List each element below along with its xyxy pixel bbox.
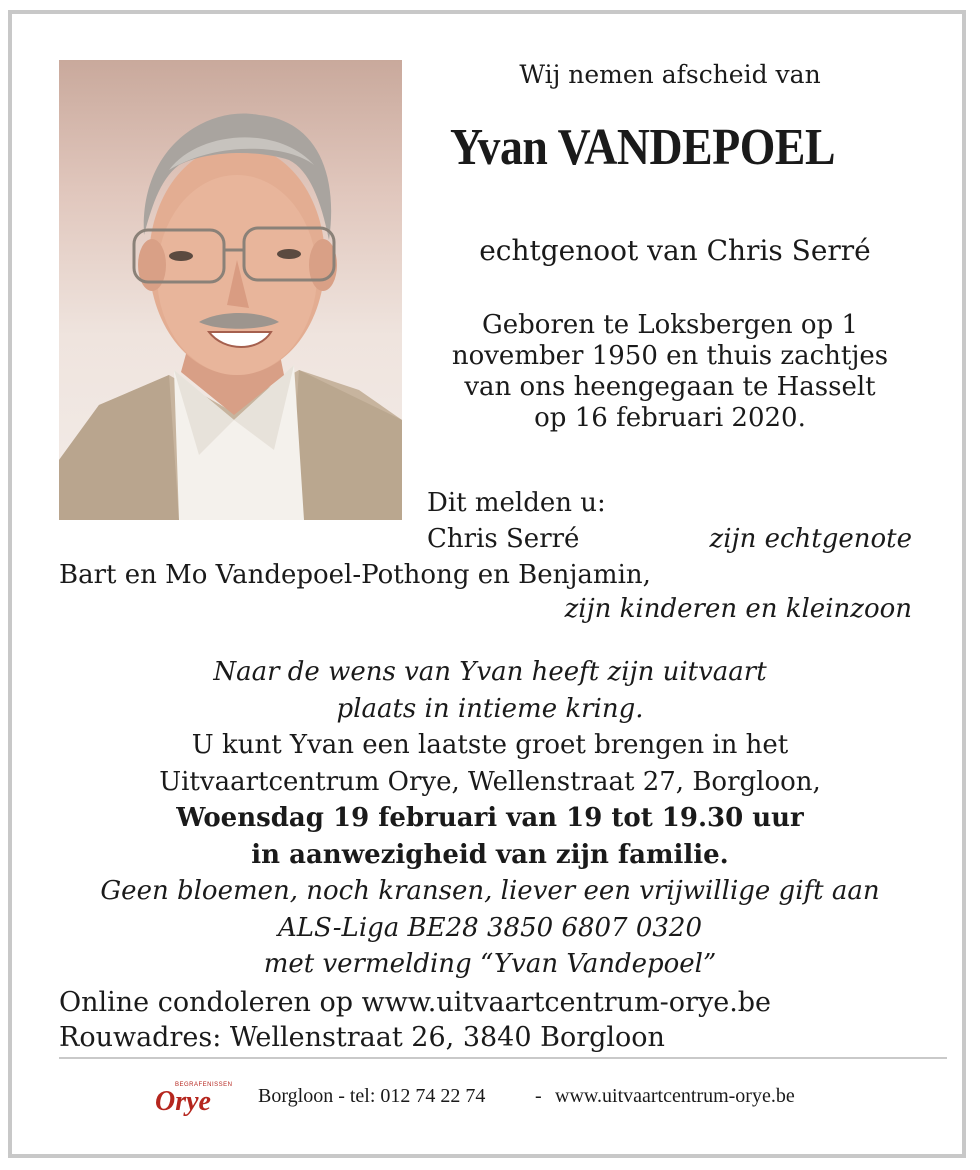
mourning-address: Rouwadres: Wellenstraat 26, 3840 Borgloon	[59, 1022, 665, 1053]
online-condolence: Online condoleren op www.uitvaartcentrum-orye.be	[59, 987, 772, 1018]
footer-website[interactable]: www.uitvaartcentrum-orye.be	[555, 1085, 795, 1107]
footer-separator: -	[535, 1085, 542, 1107]
announcement-heading: Dit melden u:	[427, 488, 606, 518]
visit-family: in aanwezigheid van zijn familie.	[251, 839, 729, 870]
spouse-line: echtgenoot van Chris Serré	[479, 234, 871, 267]
footer-phone: Borgloon - tel: 012 74 22 74	[258, 1085, 486, 1107]
gift-line: met vermelding “Yvan Vandepoel”	[263, 949, 717, 979]
orye-logo	[153, 1080, 233, 1120]
wish-line: Naar de wens van Yvan heeft zijn uitvaart	[213, 657, 767, 687]
spouse-name: Chris Serré	[427, 524, 580, 554]
intro-text: Wij nemen afscheid van	[519, 60, 821, 89]
children-names: Bart en Mo Vandepoel-Pothong en Benjamin,	[59, 560, 651, 590]
visit-line: U kunt Yvan een laatste groet brengen in het	[191, 730, 789, 760]
birth-death-line: november 1950 en thuis zachtjes	[451, 341, 889, 371]
birth-death-text	[430, 310, 910, 434]
spouse-role: zijn echtgenote	[709, 524, 912, 554]
logo-text: Orye	[155, 1086, 211, 1117]
footer-divider	[59, 1057, 947, 1059]
birth-death-line: op 16 februari 2020.	[534, 403, 806, 433]
visit-time: Woensdag 19 februari van 19 tot 19.30 uur	[176, 803, 804, 833]
birth-death-line: Geboren te Loksbergen op 1	[482, 310, 858, 340]
deceased-name: Yvan VANDEPOEL	[450, 119, 836, 176]
gift-line: ALS-Liga BE28 3850 6807 0320	[277, 912, 703, 943]
children-role: zijn kinderen en kleinzoon	[564, 594, 912, 624]
funeral-block	[59, 654, 921, 983]
birth-death-line: van ons heengegaan te Hasselt	[464, 372, 876, 402]
visit-line: Uitvaartcentrum Orye, Wellenstraat 27, Borgloon,	[159, 766, 821, 797]
portrait-photo	[59, 60, 402, 520]
logo-subtext: BEGRAFENISSEN	[175, 1082, 233, 1088]
gift-line: Geen bloemen, noch kransen, liever een vrijwillige gift aan	[100, 876, 880, 906]
wish-line: plaats in intieme kring.	[336, 693, 644, 724]
